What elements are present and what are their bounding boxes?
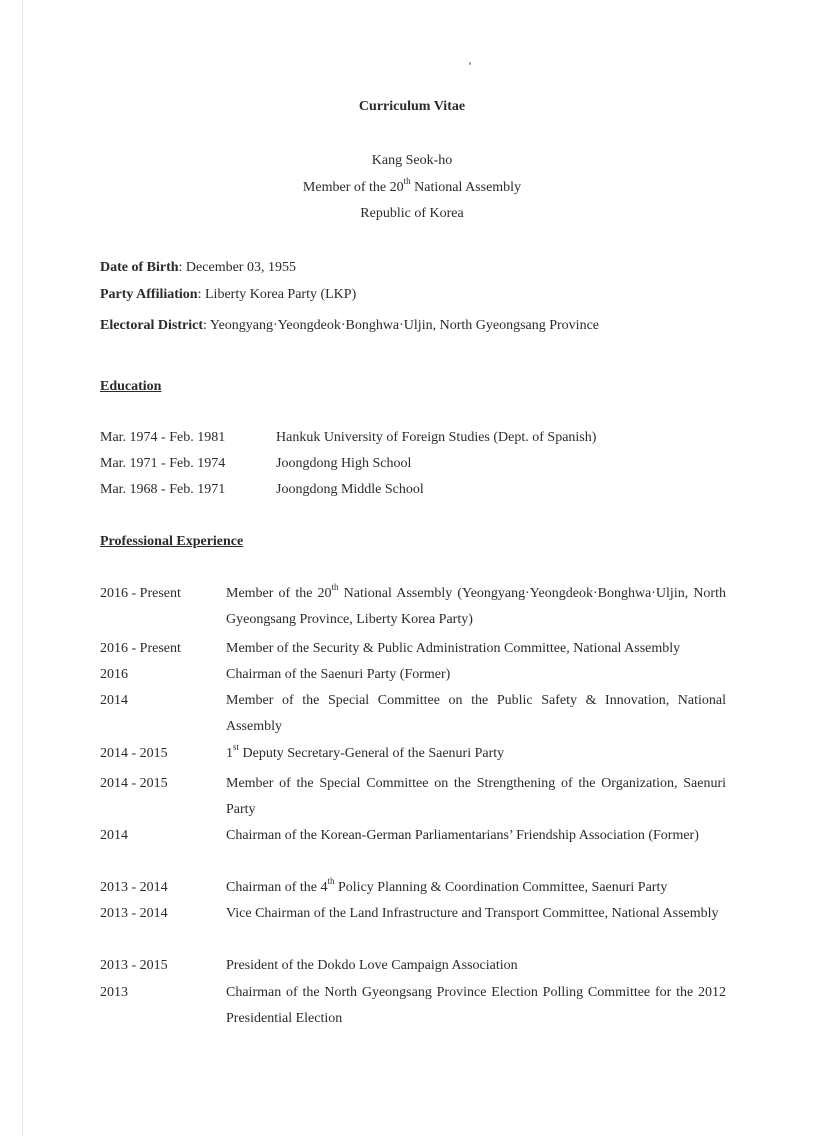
experience-date: 2014	[100, 693, 128, 708]
experience-text: Chairman of the Saenuri Party (Former)	[226, 667, 451, 682]
experience-date: 2014 - 2015	[100, 746, 168, 761]
district-label: Electoral District	[100, 318, 204, 333]
experience-text: President of the Dokdo Love Campaign Association	[226, 958, 518, 973]
experience-sup: st	[233, 742, 240, 753]
position-prefix: Member of the 20	[302, 180, 404, 195]
experience-date: 2013	[100, 985, 128, 1000]
experience-desc	[226, 636, 726, 662]
page-edge	[22, 0, 23, 1136]
experience-desc	[226, 953, 726, 979]
experience-desc	[226, 771, 726, 823]
dob-line	[100, 260, 296, 276]
experience-date: 2013 - 2015	[100, 958, 168, 973]
experience-text-post: Policy Planning & Coordination Committee, Saenuri Party	[334, 880, 668, 895]
position-sup: th	[403, 176, 411, 187]
education-desc: Joongdong Middle School	[276, 482, 424, 497]
experience-sup: th	[327, 876, 335, 887]
experience-desc	[226, 688, 726, 740]
education-date: Mar. 1971 - Feb. 1974	[100, 456, 226, 471]
education-desc: Joongdong High School	[276, 456, 412, 471]
experience-date: 2016 - Present	[100, 586, 181, 601]
dob-label: Date of Birth	[100, 260, 179, 275]
experience-date: 2014 - 2015	[100, 776, 168, 791]
district-line	[100, 318, 599, 334]
person-name: Kang Seok-ho	[371, 153, 453, 168]
party-label: Party Affiliation	[100, 287, 198, 302]
experience-desc	[226, 662, 726, 688]
experience-date: 2013 - 2014	[100, 906, 168, 921]
experience-sup: th	[331, 582, 339, 593]
party-value: : Liberty Korea Party (LKP)	[197, 287, 357, 302]
experience-text: Chairman of the 4	[226, 880, 328, 895]
experience-text: Vice Chairman of the Land Infrastructure and Transport Committee, National Assembly	[226, 906, 719, 921]
experience-text-post: National Assembly (Yeongyang·Yeongdeok·Bonghwa·Uljin, North Gyeongsang Province, Liberty Korea Party)	[226, 586, 726, 627]
experience-text: Member of the 20	[226, 586, 332, 601]
person-country: Republic of Korea	[360, 206, 464, 221]
experience-desc	[226, 823, 726, 849]
experience-desc	[226, 875, 726, 901]
experience-desc	[226, 980, 726, 1032]
document-title: Curriculum Vitae	[358, 99, 466, 114]
experience-text: 1	[226, 746, 233, 761]
experience-text-post: Deputy Secretary-General of the Saenuri Party	[239, 746, 505, 761]
experience-text: Member of the Special Committee on the Strengthening of the Organization, Saenuri Party	[226, 776, 726, 817]
education-date: Mar. 1974 - Feb. 1981	[100, 430, 226, 445]
experience-date: 2013 - 2014	[100, 880, 168, 895]
experience-desc	[226, 901, 726, 927]
experience-date: 2016	[100, 667, 128, 682]
dob-value: : December 03, 1955	[178, 260, 296, 275]
education-desc: Hankuk University of Foreign Studies (Dept. of Spanish)	[276, 430, 597, 445]
experience-date: 2014	[100, 828, 128, 843]
position-suffix: National Assembly	[410, 180, 522, 195]
scan-mark	[469, 62, 471, 65]
experience-desc	[226, 581, 726, 633]
experience-date: 2016 - Present	[100, 641, 181, 656]
party-line	[100, 287, 356, 303]
experience-text: Chairman of the Korean-German Parliamentarians’ Friendship Association (Former)	[226, 828, 699, 843]
education-heading: Education	[100, 379, 162, 394]
district-value: : Yeongyang·Yeongdeok·Bonghwa·Uljin, North Gyeongsang Province	[203, 318, 600, 333]
experience-desc	[226, 741, 726, 767]
experience-heading: Professional Experience	[100, 534, 244, 549]
education-date: Mar. 1968 - Feb. 1971	[100, 482, 226, 497]
experience-text: Member of the Special Committee on the Public Safety & Innovation, National Assembly	[226, 693, 726, 734]
experience-text: Chairman of the North Gyeongsang Province Election Polling Committee for the 2012 Presidential Election	[226, 985, 726, 1026]
person-position	[0, 176, 824, 196]
experience-text: Member of the Security & Public Administration Committee, National Assembly	[226, 641, 681, 656]
